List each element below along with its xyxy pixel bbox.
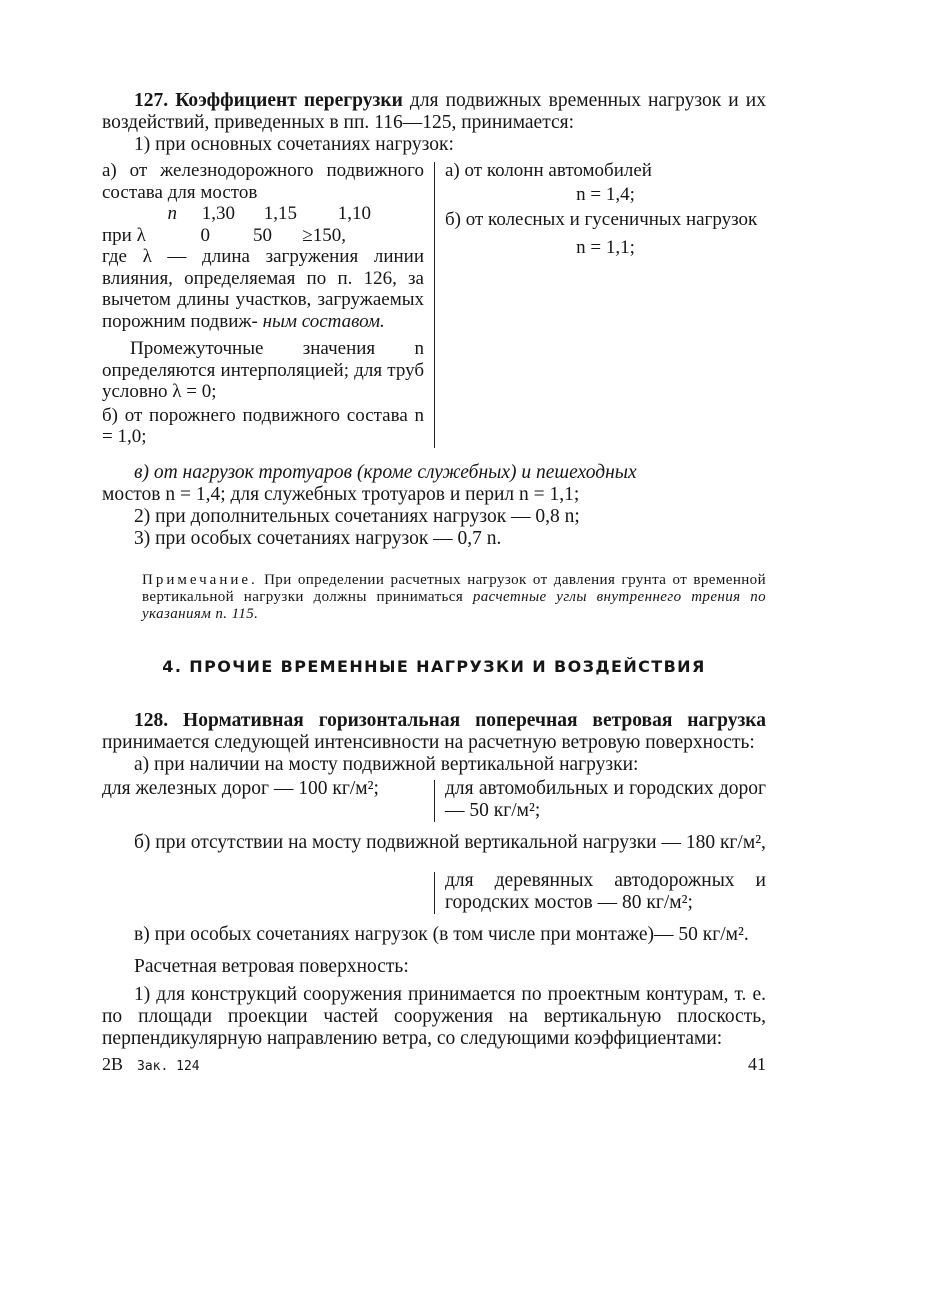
lambda-definition-italic: ным составом. <box>262 310 385 332</box>
page-number: 41 <box>748 1053 766 1074</box>
wind-b-row <box>102 870 766 914</box>
lambda-label: при λ <box>102 224 146 246</box>
section-127-item-3: 3) при особых сочетаниях нагрузок — 0,7 n. <box>134 527 502 549</box>
empty-rolling-stock: б) от порожнего подвижного состава n = 1,0; <box>102 404 424 447</box>
railway-wind: для железных дорог — 100 кг/м²; <box>102 777 379 799</box>
wind-a-divider <box>434 780 435 822</box>
note-italic: расчетные углы внутреннего трения по указаниям п. 115. <box>142 588 766 622</box>
wind-surface-item-1: 1) для конструкций сооружения принимается по проектным контурам, т. е. по площади проекции частей сооружения на вертикальную плоскость, перпендикулярную направлению ветра, со следующими коэффициентами: <box>102 983 766 1049</box>
n-value-1: 1,30 <box>201 203 235 224</box>
order-number: Зак. 124 <box>137 1058 200 1074</box>
signature-mark: 2В <box>102 1053 124 1074</box>
section-127-title: 127. Коэффициент перегрузки <box>134 90 403 111</box>
sidewalk-loads-rest: мостов n = 1,4; для служебных тротуаров и перил n = 1,1; <box>102 483 580 505</box>
wheeled-loads-value: n = 1,1; <box>576 236 635 258</box>
section-128-item-a: а) при наличии на мосту подвижной вертикальной нагрузки: <box>134 753 639 775</box>
section-heading: 4. ПРОЧИЕ ВРЕМЕННЫЕ НАГРУЗКИ И ВОЗДЕЙСТВИЯ <box>162 656 706 676</box>
section-128-item-b: б) при отсутствии на мосту подвижной вертикальной нагрузки — 180 кг/м², <box>134 831 766 853</box>
left-column <box>102 160 424 448</box>
section-127-item-1: 1) при основных сочетаниях нагрузок: <box>134 134 454 155</box>
sidewalk-loads-italic <box>102 462 766 484</box>
footer-left <box>102 1054 200 1075</box>
lambda-definition-text: где λ — длина загружения линии влияния, определяемая по п. 126, за вычетом длины участков, загружаемых порожним подвиж- <box>102 246 424 332</box>
section-128-intro <box>102 710 766 754</box>
column-divider <box>434 162 435 448</box>
lambda-values-row <box>102 225 424 247</box>
document-page <box>102 90 766 1075</box>
page-footer <box>102 1054 766 1075</box>
two-column-block <box>102 160 766 448</box>
section-128-intro-text: принимается следующей интенсивности на расчетную ветровую поверхность: <box>102 731 755 753</box>
lambda-value-3: ≥150, <box>302 224 346 246</box>
wind-surface-heading: Расчетная ветровая поверхность: <box>134 955 409 977</box>
car-columns-value: n = 1,4; <box>576 183 635 205</box>
section-127-intro <box>102 90 766 134</box>
n-label: n <box>167 203 177 224</box>
rail-text: а) от железнодорожного подвижного состава для мостов <box>102 160 424 203</box>
wind-a-row <box>102 778 766 822</box>
lambda-value-2: 50 <box>253 224 272 246</box>
n-value-3: 1,10 <box>337 203 371 224</box>
section-127-intro-text: для подвижных временных нагрузок и их воздействий, приведенных в пп. 116—125, принимается: <box>102 90 766 133</box>
section-128-item-v: в) при особых сочетаниях нагрузок (в том числе при монтаже)— 50 кг/м². <box>134 923 749 945</box>
lambda-definition <box>102 246 424 332</box>
section-128-title: 128. Нормативная горизонтальная поперечная ветровая нагрузка <box>134 709 766 731</box>
interpolation-text: Промежуточные значения n определяются интерполяцией; для труб условно λ = 0; <box>102 338 424 402</box>
wheeled-loads-text: б) от колесных и гусеничных нагрузок <box>445 209 758 230</box>
lambda-value-1: 0 <box>200 224 210 246</box>
car-columns-text: а) от колонн автомобилей <box>445 160 652 181</box>
note-text: При определении расчетных нагрузок от давления грунта от временной вертикальной нагрузки должны приниматься <box>142 571 766 605</box>
wooden-bridges-wind: для деревянных автодорожных и городских мостов — 80 кг/м²; <box>445 869 766 913</box>
section-127-item-2: 2) при дополнительных сочетаниях нагрузок — 0,8 n; <box>134 505 580 527</box>
n-values-row <box>102 203 424 225</box>
note-label: Примечание. <box>142 571 258 588</box>
note-block <box>102 572 766 623</box>
wind-b-divider <box>434 872 435 914</box>
n-value-2: 1,15 <box>263 203 297 224</box>
sidewalk-loads-italic-text: в) от нагрузок тротуаров (кроме служебных) и пешеходных <box>134 461 637 483</box>
road-wind: для автомобильных и городских дорог — 50 кг/м²; <box>445 777 766 821</box>
right-column <box>445 160 766 448</box>
